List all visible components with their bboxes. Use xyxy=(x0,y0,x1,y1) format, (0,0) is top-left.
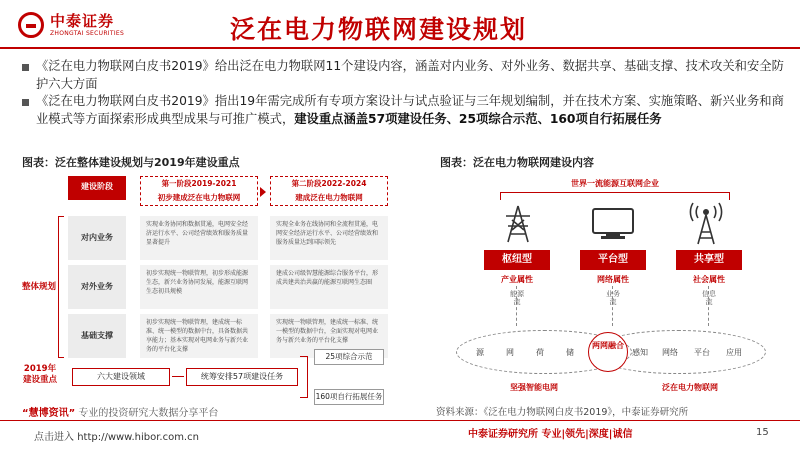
top-goal-label: 世界一流能源互联网企业 xyxy=(571,179,659,188)
company-logo xyxy=(18,10,138,44)
bullet-list xyxy=(22,58,792,128)
watermark-text: 专业的投资研究大数据分享平台 xyxy=(78,408,219,419)
link-prefix: 点击进入 xyxy=(34,432,74,443)
node-sense: 感知 xyxy=(632,348,648,357)
node-grid: 网 xyxy=(506,348,514,357)
right-figure-caption: 图表：泛在电力物联网建设内容 xyxy=(440,156,594,169)
right-figure xyxy=(440,170,785,402)
node-application: 应用 xyxy=(726,348,742,357)
attr-industry: 产业属性 xyxy=(501,275,533,284)
node-source: 源 xyxy=(476,348,484,357)
ubiquitous-iot-label: 泛在电力物联网 xyxy=(662,383,718,392)
row-label: 对外业务 xyxy=(68,265,126,309)
phase1-title: 第一阶段2019-2021 xyxy=(161,179,237,188)
left-figure-caption: 图表：泛在整体建设规划与2019年建设重点 xyxy=(22,156,240,169)
footer-divider xyxy=(0,420,800,421)
category-platform: 平台型 xyxy=(580,250,646,270)
bracket-right xyxy=(300,356,308,398)
row-label: 基础支撑 xyxy=(68,314,126,358)
power-tower-icon xyxy=(498,204,538,244)
category-hub: 枢纽型 xyxy=(484,250,550,270)
node-network: 网络 xyxy=(662,348,678,357)
left-figure xyxy=(22,170,412,405)
row-cell: 实现全业务在线协同和全流程贯通，电网安全经济运行水平、公司经营绩效和服务质量达到国际领先 xyxy=(270,216,388,260)
six-areas-box: 六大建设领域 xyxy=(72,368,170,386)
attr-network: 网络属性 xyxy=(597,275,629,284)
flow-info: 信息流 xyxy=(702,290,716,306)
bullet-bold-text: 建设重点涵盖57项建设任务、25项综合示范、160项自行拓展任务 xyxy=(294,111,662,126)
page-number: 15 xyxy=(756,427,769,438)
watermark-line xyxy=(22,404,218,419)
row-cell: 建成公司级智慧能源综合服务平台，形成共建共治共赢的能源互联网生态圈 xyxy=(270,265,388,309)
center-fusion: 两网融合 xyxy=(588,332,628,372)
strong-grid-label: 坚强智能电网 xyxy=(510,383,558,392)
source-note: 资料来源：《泛在电力物联网白皮书2019》，中泰证券研究所 xyxy=(436,407,689,418)
row-cell: 初步实现统一物联管理，初步形成能源生态，新兴业务协同发展，能源互联网生态初具规模 xyxy=(140,265,258,309)
bullet-item xyxy=(22,58,792,93)
phase1-box xyxy=(140,176,258,206)
stage-label: 建设阶段 xyxy=(68,176,126,200)
phase1-subtitle: 初步建成泛在电力物联网 xyxy=(157,193,241,202)
category-shared: 共享型 xyxy=(676,250,742,270)
node-platform: 平台 xyxy=(694,348,710,357)
bullet-item xyxy=(22,93,792,128)
node-load: 荷 xyxy=(536,348,544,357)
logo-cn-text: 中泰证券 xyxy=(50,12,115,30)
flow-energy: 能源流 xyxy=(510,290,524,306)
demo-25-box: 25项综合示范 xyxy=(314,349,384,365)
bullet-text: 《泛在电力物联网白皮书2019》给出泛在电力物联网11个建设内容，涵盖对内业务、对外业务、数据共享、基础支撑、技术攻关和安全防护六大方面 xyxy=(36,59,784,91)
phase2-subtitle: 建成泛在电力物联网 xyxy=(295,193,363,202)
footer-slogan: 中泰证券研究所 专业|领先|深度|诚信 xyxy=(468,429,633,440)
row-cell: 初步实现统一物联管理，建成统一标准、统一模型的数据中台，具备数据共享能力；基本实现对电网业务与新兴业务的平台化支撑 xyxy=(140,314,258,358)
watermark-link-line xyxy=(34,428,199,443)
watermark-quote: “慧博资讯” xyxy=(22,408,76,419)
connector-line xyxy=(172,376,184,377)
focus-2019-label: 2019年建设重点 xyxy=(22,364,57,385)
monitor-icon xyxy=(590,206,636,242)
hibor-link[interactable]: http://www.hibor.com.cn xyxy=(77,432,199,443)
phase2-title: 第二阶段2022-2024 xyxy=(291,179,367,188)
row-label: 对内业务 xyxy=(68,216,126,260)
logo-en-text: ZHONGTAI SECURITIES xyxy=(50,30,125,37)
row-cell: 实现业务协同和数据贯通，电网安全经济运行水平、公司经营绩效和服务质量显著提升 xyxy=(140,216,258,260)
top-brace xyxy=(500,192,730,200)
attr-social: 社会属性 xyxy=(693,275,725,284)
bullet-text: 《泛在电力物联网白皮书2019》指出19年需完成所有专项方案设计与试点验证与三年规划编制，并在技术方案、实施策略、新兴业务和商业模式等方面探索形成典型成果与可推广模式， xyxy=(36,94,784,126)
row-cell: 实现统一物联管理，建成统一标准、统一模型的数据中台，全面实现对电网业务与新兴业务的平台化支撑 xyxy=(270,314,388,358)
flow-business: 业务流 xyxy=(606,290,620,306)
logo-mark-icon xyxy=(18,12,44,38)
antenna-icon xyxy=(684,202,728,246)
header-divider xyxy=(0,47,800,49)
page-title: 泛在电力物联网建设规划 xyxy=(230,15,528,44)
phase2-box xyxy=(270,176,388,206)
arrow-right-icon xyxy=(260,187,266,197)
self-160-box: 160项自行拓展任务 xyxy=(314,389,384,405)
node-storage: 储 xyxy=(566,348,574,357)
plan-57-box: 统筹安排57项建设任务 xyxy=(186,368,298,386)
overall-plan-label: 整体规划 xyxy=(21,282,56,292)
